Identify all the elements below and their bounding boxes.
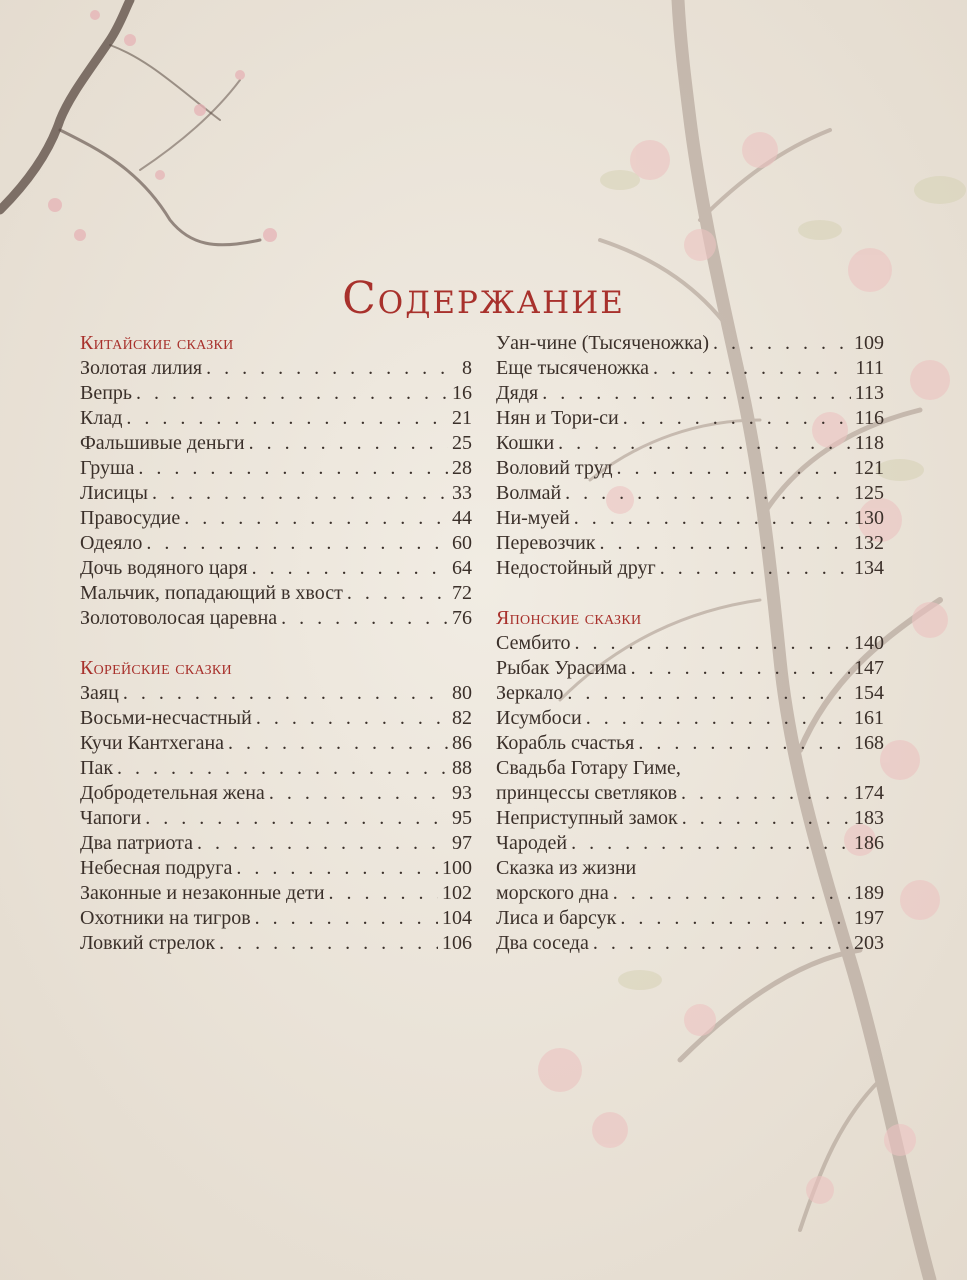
leader-dots [197,831,448,856]
entry-page: 168 [854,732,884,754]
leader-dots [565,481,850,506]
entry-page: 203 [854,932,884,954]
entry-title: Золотоволосая царевна [80,607,278,629]
entry-title: Мальчик, попадающий в хвост [80,582,343,604]
leader-dots [571,831,850,856]
leader-dots [574,631,850,656]
entry-title: Еще тысяченожка [496,357,649,379]
entry-title: Груша [80,457,135,479]
entry-page: 132 [854,532,884,554]
entry-page: 154 [854,682,884,704]
toc-entry [496,806,884,831]
toc-entry [80,381,472,406]
entry-page: 140 [854,632,884,654]
leader-dots [567,681,850,706]
toc-entry [80,756,472,781]
toc-entry [496,831,884,856]
entry-title-continued: принцессы светляков [496,782,678,804]
toc-column-right [496,331,884,956]
entry-title: Заяц [80,682,119,704]
entry-page: 72 [452,582,472,604]
leader-dots [152,481,448,506]
entry-page: 186 [854,832,884,854]
entry-title: Фальшивые деньги [80,432,245,454]
toc-entry [80,456,472,481]
entry-page: 174 [854,782,884,804]
entry-page: 130 [854,507,884,529]
leader-dots [136,381,448,406]
toc-entry [496,356,884,381]
entry-page: 97 [452,832,472,854]
entry-title: Вепрь [80,382,133,404]
toc-entry [496,406,884,431]
entry-title: Добродетельная жена [80,782,265,804]
entry-page: 25 [452,432,472,454]
entry-title: Корабль счастья [496,732,635,754]
entry-page: 147 [854,657,884,679]
toc-entry [80,856,472,881]
leader-dots [256,706,448,731]
leader-dots [638,731,850,756]
toc-column-left [80,331,472,956]
entry-page: 125 [854,482,884,504]
toc-entry [496,706,884,731]
leader-dots [623,406,851,431]
leader-dots [269,781,448,806]
entry-page: 16 [452,382,472,404]
entry-title: Перевозчик [496,532,596,554]
toc-entry [496,631,884,656]
toc-entry-line1 [496,856,884,881]
toc-entry [80,731,472,756]
entry-page: 21 [452,407,472,429]
entry-title: Небесная подруга [80,857,233,879]
entry-page: 82 [452,707,472,729]
toc-entry [496,331,884,356]
entry-page: 109 [854,332,884,354]
entry-page: 183 [854,807,884,829]
entry-page: 93 [452,782,472,804]
leader-dots [653,356,851,381]
leader-dots [219,931,438,956]
toc-entry [496,481,884,506]
entry-title: Дочь водяного царя [80,557,248,579]
entry-title: Клад [80,407,123,429]
toc-entry [496,906,884,931]
entry-title: Сказка из жизни [496,857,637,879]
entry-title-continued: морского дна [496,882,609,904]
toc-entry-line1 [496,756,884,781]
entry-title: Чапоги [80,807,142,829]
leader-dots [236,856,438,881]
leader-dots [613,881,850,906]
entry-page: 197 [854,907,884,929]
entry-page: 95 [452,807,472,829]
entry-title: Золотая лилия [80,357,203,379]
entry-title: Правосудие [80,507,181,529]
toc-entry [496,381,884,406]
entry-title: Уан-чине (Тысяченожка) [496,332,710,354]
entry-page: 33 [452,482,472,504]
entry-page: 189 [854,882,884,904]
entry-page: 44 [452,507,472,529]
toc-entry [80,681,472,706]
toc-entry [496,456,884,481]
section-heading-chinese: Китайские сказки [80,332,234,354]
toc-entry [496,556,884,581]
entry-page: 60 [452,532,472,554]
entry-page: 104 [442,907,472,929]
entry-title: Свадьба Готару Гиме, [496,757,681,779]
entry-page: 80 [452,682,472,704]
toc-entry [80,881,472,906]
entry-page: 102 [442,882,472,904]
toc-entry [496,881,884,906]
entry-title: Два патриота [80,832,194,854]
leader-dots [281,606,448,631]
entry-title: Сембито [496,632,571,654]
leader-dots [617,456,850,481]
leader-dots [682,806,850,831]
entry-page: 161 [854,707,884,729]
leader-dots [593,931,850,956]
entry-page: 113 [854,382,884,404]
leader-dots [329,881,438,906]
toc-entry [80,806,472,831]
entry-title: Нян и Тори-си [496,407,619,429]
toc-entry [80,356,472,381]
entry-page: 8 [462,357,472,379]
entry-title: Неприступный замок [496,807,678,829]
entry-page: 111 [855,357,884,379]
toc-entry [496,731,884,756]
toc-entry [80,406,472,431]
leader-dots [145,806,448,831]
leader-dots [347,581,448,606]
entry-title: Исумбоси [496,707,582,729]
toc-entry [80,431,472,456]
entry-title: Кошки [496,432,555,454]
entry-page: 118 [854,432,884,454]
entry-page: 134 [854,557,884,579]
entry-title: Лиса и барсук [496,907,617,929]
leader-dots [138,456,448,481]
entry-title: Два соседа [496,932,589,954]
toc-entry [496,656,884,681]
entry-page: 88 [452,757,472,779]
entry-title: Зеркало [496,682,564,704]
toc-entry [80,506,472,531]
entry-title: Законные и незаконные дети [80,882,325,904]
toc-entry [80,581,472,606]
entry-page: 100 [442,857,472,879]
leader-dots [126,406,448,431]
leader-dots [117,756,448,781]
leader-dots [713,331,850,356]
toc-entry [496,431,884,456]
entry-page: 116 [854,407,884,429]
leader-dots [206,356,458,381]
toc-entry [496,681,884,706]
section-heading-korean: Корейские сказки [80,657,232,679]
entry-title: Дядя [496,382,539,404]
toc-entry [80,531,472,556]
entry-page: 76 [452,607,472,629]
entry-title: Чародей [496,832,568,854]
leader-dots [228,731,448,756]
page-title: Содержание [342,273,625,325]
entry-page: 64 [452,557,472,579]
entry-page: 106 [442,932,472,954]
leader-dots [184,506,448,531]
entry-title: Охотники на тигров [80,907,251,929]
leader-dots [558,431,851,456]
toc-entry [80,931,472,956]
toc-entry [80,481,472,506]
toc-entry [80,556,472,581]
toc-entry [80,706,472,731]
entry-title: Недостойный друг [496,557,656,579]
toc-entry [80,781,472,806]
toc-entry [496,506,884,531]
leader-dots [146,531,448,556]
entry-title: Пак [80,757,114,779]
leader-dots [252,556,448,581]
entry-page: 86 [452,732,472,754]
leader-dots [123,681,448,706]
entry-page: 28 [452,457,472,479]
toc-entry [496,931,884,956]
leader-dots [249,431,448,456]
entry-title: Одеяло [80,532,143,554]
leader-dots [620,906,850,931]
leader-dots [660,556,850,581]
toc-entry [496,531,884,556]
leader-dots [681,781,850,806]
leader-dots [599,531,850,556]
toc-entry [80,831,472,856]
entry-title: Кучи Кантхегана [80,732,225,754]
entry-page: 121 [854,457,884,479]
leader-dots [255,906,438,931]
leader-dots [631,656,850,681]
entry-title: Ни-муей [496,507,570,529]
leader-dots [574,506,850,531]
leader-dots [586,706,850,731]
entry-title: Лисицы [80,482,148,504]
leader-dots [542,381,851,406]
entry-title: Волмай [496,482,562,504]
toc-entry [80,606,472,631]
section-heading-japanese: Японские сказки [496,607,642,629]
entry-title: Ловкий стрелок [80,932,216,954]
entry-title: Воловий труд [496,457,613,479]
entry-title: Рыбак Урасима [496,657,627,679]
toc-entry [80,906,472,931]
toc-entry [496,781,884,806]
entry-title: Восьми-несчастный [80,707,252,729]
